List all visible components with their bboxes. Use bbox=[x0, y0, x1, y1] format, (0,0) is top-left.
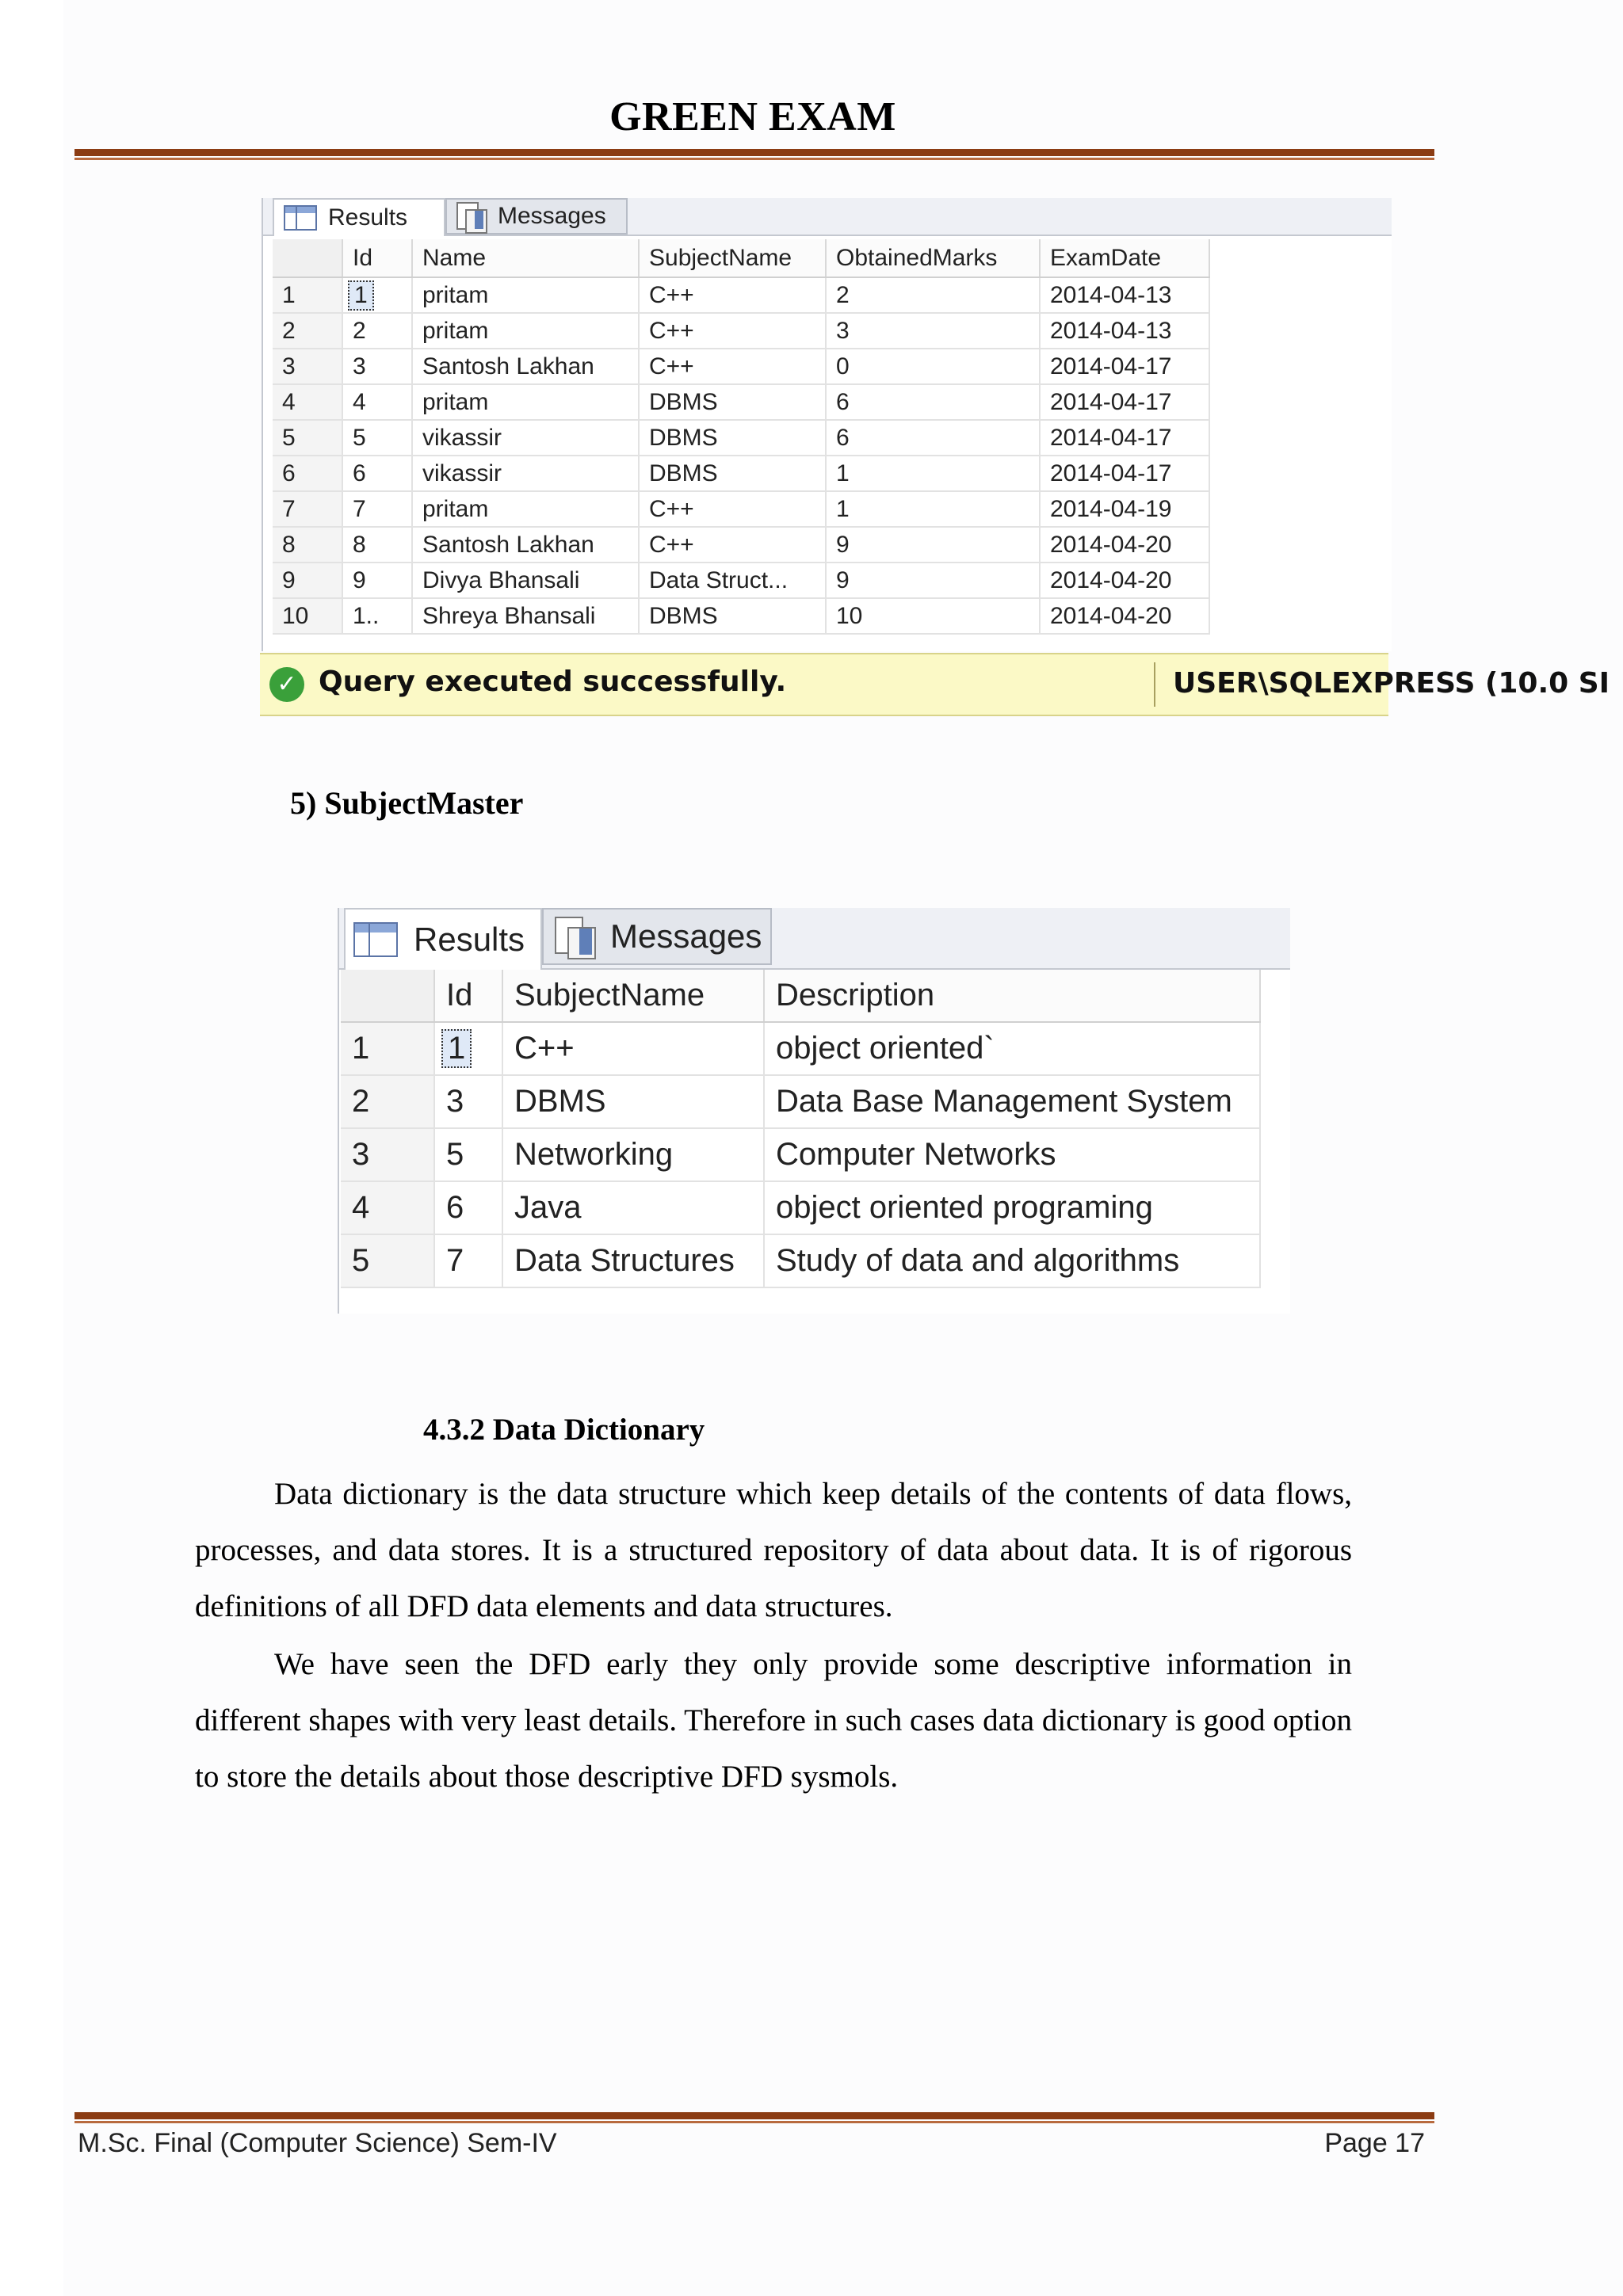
table-cell bbox=[412, 313, 639, 349]
table-cell bbox=[434, 1022, 502, 1075]
tab-results[interactable]: Results bbox=[273, 198, 445, 236]
cell-text: DBMS bbox=[649, 424, 718, 451]
table-cell bbox=[639, 349, 826, 384]
row-number[interactable] bbox=[273, 491, 342, 527]
select-all-corner[interactable] bbox=[341, 970, 434, 1022]
cell-text: 3 bbox=[446, 1084, 464, 1119]
table-cell bbox=[826, 277, 1040, 313]
cell-text: 4 bbox=[353, 388, 366, 415]
table-cell bbox=[639, 384, 826, 420]
cell-text: 8 bbox=[353, 531, 366, 558]
table-cell bbox=[412, 598, 639, 634]
cell-text: 2014-04-20 bbox=[1050, 531, 1172, 558]
query-status-bar bbox=[260, 653, 1610, 716]
table-cell bbox=[434, 1075, 502, 1128]
tab-messages[interactable]: Messages bbox=[445, 198, 628, 235]
table-cell bbox=[434, 1128, 502, 1181]
cell-text: Shreya Bhansali bbox=[422, 602, 596, 629]
row-number[interactable] bbox=[273, 527, 342, 563]
row-number[interactable] bbox=[341, 1022, 434, 1075]
cell-text: 1 bbox=[348, 280, 374, 311]
result-tabs bbox=[339, 908, 1290, 970]
table-cell bbox=[342, 277, 412, 313]
cell-text: 1 bbox=[836, 495, 850, 522]
grid-icon bbox=[284, 205, 317, 231]
table-cell bbox=[412, 384, 639, 420]
table-cell bbox=[1040, 349, 1209, 384]
table-cell bbox=[412, 349, 639, 384]
row-number-text: 1 bbox=[282, 281, 296, 308]
table-cell bbox=[502, 1128, 764, 1181]
table-cell bbox=[342, 456, 412, 491]
grid-icon bbox=[353, 922, 398, 957]
table-cell bbox=[639, 491, 826, 527]
row-number[interactable] bbox=[273, 313, 342, 349]
column-header[interactable]: ObtainedMarks bbox=[826, 239, 1040, 277]
cell-text: Divya Bhansali bbox=[422, 566, 580, 593]
cell-text: 9 bbox=[353, 566, 366, 593]
table-cell bbox=[1040, 563, 1209, 598]
footer-page-number: Page 17 bbox=[1324, 2128, 1425, 2158]
status-divider bbox=[1154, 662, 1155, 707]
table-cell bbox=[639, 277, 826, 313]
row-number[interactable] bbox=[273, 420, 342, 456]
cell-text: Study of data and algorithms bbox=[776, 1243, 1180, 1278]
cell-text: Java bbox=[514, 1190, 582, 1225]
row-number-text: 10 bbox=[282, 602, 309, 629]
table-cell bbox=[342, 384, 412, 420]
header-row bbox=[341, 970, 1260, 1022]
table-cell bbox=[639, 598, 826, 634]
cell-text: 0 bbox=[836, 353, 850, 379]
table-row[interactable] bbox=[273, 456, 1209, 491]
row-number-text: 2 bbox=[282, 317, 296, 344]
section-heading-data-dictionary: 4.3.2 Data Dictionary bbox=[423, 1413, 705, 1447]
row-number-text: 1 bbox=[352, 1031, 370, 1066]
cell-text: Data Struct... bbox=[649, 566, 789, 593]
cell-text: pritam bbox=[422, 281, 489, 308]
tab-messages[interactable]: Messages bbox=[542, 908, 772, 965]
table-cell bbox=[412, 563, 639, 598]
cell-text: DBMS bbox=[514, 1084, 606, 1119]
cell-text: C++ bbox=[514, 1031, 575, 1066]
table-cell bbox=[1040, 384, 1209, 420]
row-number[interactable] bbox=[273, 349, 342, 384]
table-cell bbox=[412, 456, 639, 491]
table-cell bbox=[826, 456, 1040, 491]
cell-text: 2014-04-17 bbox=[1050, 353, 1172, 379]
table-cell bbox=[639, 313, 826, 349]
cell-text: Santosh Lakhan bbox=[422, 531, 594, 558]
row-number-text: 4 bbox=[282, 388, 296, 415]
table-cell bbox=[1040, 456, 1209, 491]
table-cell bbox=[1040, 598, 1209, 634]
table-cell bbox=[342, 491, 412, 527]
footer-rule bbox=[74, 2112, 1434, 2123]
exam-results-table bbox=[273, 239, 1210, 635]
table-row[interactable] bbox=[273, 313, 1209, 349]
table-row[interactable] bbox=[273, 563, 1209, 598]
cell-text: 2014-04-13 bbox=[1050, 281, 1172, 308]
row-number-text: 5 bbox=[282, 424, 296, 451]
cell-text: object oriented` bbox=[776, 1031, 995, 1066]
row-number-text: 7 bbox=[282, 495, 296, 522]
cell-text: 1 bbox=[836, 460, 850, 486]
result-tabs bbox=[263, 198, 1392, 236]
row-number-text: 2 bbox=[352, 1084, 370, 1119]
row-number[interactable] bbox=[273, 563, 342, 598]
table-row[interactable] bbox=[273, 598, 1209, 634]
cell-text: C++ bbox=[649, 495, 694, 522]
row-number-text: 3 bbox=[352, 1137, 370, 1172]
table-row[interactable] bbox=[341, 1075, 1260, 1128]
column-header[interactable]: Description bbox=[764, 970, 1260, 1022]
cell-text: object oriented programing bbox=[776, 1190, 1153, 1225]
cell-text: Networking bbox=[514, 1137, 674, 1172]
cell-text: 3 bbox=[836, 317, 850, 344]
cell-text: vikassir bbox=[422, 424, 502, 451]
cell-text: C++ bbox=[649, 353, 694, 379]
table-cell bbox=[764, 1075, 1260, 1128]
table-cell bbox=[826, 384, 1040, 420]
cell-text: C++ bbox=[649, 281, 694, 308]
cell-text: 3 bbox=[353, 353, 366, 379]
cell-text: 2 bbox=[836, 281, 850, 308]
header-row bbox=[273, 239, 1209, 277]
cell-text: 1.. bbox=[353, 602, 380, 629]
table-cell bbox=[502, 1181, 764, 1234]
cell-text: DBMS bbox=[649, 602, 718, 629]
table-cell bbox=[502, 1075, 764, 1128]
row-number-text: 9 bbox=[282, 566, 296, 593]
column-header[interactable]: SubjectName bbox=[502, 970, 764, 1022]
table-cell bbox=[412, 527, 639, 563]
row-number-text: 3 bbox=[282, 353, 296, 379]
table-cell bbox=[342, 313, 412, 349]
row-number[interactable] bbox=[341, 1075, 434, 1128]
cell-text: 5 bbox=[446, 1137, 464, 1172]
row-number-text: 5 bbox=[352, 1243, 370, 1278]
table-cell bbox=[639, 420, 826, 456]
subjectmaster-grid bbox=[338, 908, 1290, 1314]
table-cell bbox=[826, 420, 1040, 456]
table-cell bbox=[1040, 420, 1209, 456]
cell-text: DBMS bbox=[649, 388, 718, 415]
cell-text: DBMS bbox=[649, 460, 718, 486]
table-cell bbox=[434, 1234, 502, 1287]
cell-text: 6 bbox=[446, 1190, 464, 1225]
server-name: USER\SQLEXPRESS (10.0 SI bbox=[1173, 667, 1610, 700]
column-header[interactable]: Id bbox=[342, 239, 412, 277]
cell-text: Data Structures bbox=[514, 1243, 735, 1278]
cell-text: 2014-04-17 bbox=[1050, 388, 1172, 415]
table-cell bbox=[826, 527, 1040, 563]
column-header[interactable]: Id bbox=[434, 970, 502, 1022]
cell-text: 2014-04-17 bbox=[1050, 460, 1172, 486]
cell-text: 2014-04-20 bbox=[1050, 566, 1172, 593]
row-number[interactable] bbox=[341, 1234, 434, 1287]
table-cell bbox=[1040, 527, 1209, 563]
messages-icon bbox=[456, 202, 487, 231]
table-row[interactable] bbox=[341, 1022, 1260, 1075]
row-number-text: 6 bbox=[282, 460, 296, 486]
row-number[interactable] bbox=[273, 384, 342, 420]
cell-text: 9 bbox=[836, 531, 850, 558]
paragraph: We have seen the DFD early they only provide some descriptive information in different shapes with very least details. Therefore in such cases data dictionary is good option to store the details about those descriptive DFD sysmols. bbox=[195, 1647, 1352, 1794]
table-row[interactable] bbox=[341, 1234, 1260, 1287]
table-cell bbox=[412, 277, 639, 313]
section-heading-subjectmaster: 5) SubjectMaster bbox=[290, 785, 524, 821]
table-cell bbox=[826, 313, 1040, 349]
table-cell bbox=[1040, 491, 1209, 527]
cell-text: 6 bbox=[836, 424, 850, 451]
row-number-text: 4 bbox=[352, 1190, 370, 1225]
row-number[interactable] bbox=[273, 277, 342, 313]
cell-text: 2 bbox=[353, 317, 366, 344]
row-number-text: 8 bbox=[282, 531, 296, 558]
subjectmaster-table bbox=[341, 970, 1261, 1288]
table-cell bbox=[826, 598, 1040, 634]
column-header[interactable]: SubjectName bbox=[639, 239, 826, 277]
exam-results-grid bbox=[262, 198, 1392, 651]
success-check-icon: ✓ bbox=[269, 667, 304, 702]
cell-text: C++ bbox=[649, 317, 694, 344]
cell-text: 7 bbox=[353, 495, 366, 522]
table-cell bbox=[764, 1234, 1260, 1287]
cell-text: 9 bbox=[836, 566, 850, 593]
table-row[interactable] bbox=[273, 527, 1209, 563]
row-number[interactable] bbox=[341, 1128, 434, 1181]
cell-text: pritam bbox=[422, 495, 489, 522]
cell-text: pritam bbox=[422, 388, 489, 415]
table-cell bbox=[764, 1181, 1260, 1234]
cell-text: Santosh Lakhan bbox=[422, 353, 594, 379]
paragraph: Data dictionary is the data structure which keep details of the contents of data flows, processes, and data stores. It is a structured repository of data about data. It is of rigorous definitions of all DFD data elements and data structures. bbox=[195, 1477, 1352, 1623]
footer-course: M.Sc. Final (Computer Science) Sem-IV bbox=[78, 2128, 557, 2158]
table-cell bbox=[502, 1022, 764, 1075]
cell-text: vikassir bbox=[422, 460, 502, 486]
cell-text: 2014-04-13 bbox=[1050, 317, 1172, 344]
table-cell bbox=[764, 1022, 1260, 1075]
column-header[interactable]: Name bbox=[412, 239, 639, 277]
table-cell bbox=[342, 598, 412, 634]
table-cell bbox=[342, 527, 412, 563]
table-cell bbox=[342, 563, 412, 598]
table-row[interactable] bbox=[273, 277, 1209, 313]
tab-results[interactable]: Results bbox=[344, 908, 542, 970]
table-cell bbox=[639, 563, 826, 598]
table-row[interactable] bbox=[273, 384, 1209, 420]
table-cell bbox=[434, 1181, 502, 1234]
table-row[interactable] bbox=[341, 1128, 1260, 1181]
cell-text: 1 bbox=[441, 1029, 472, 1068]
page-title: GREEN EXAM bbox=[609, 94, 896, 139]
status-message: Query executed successfully. bbox=[319, 666, 787, 698]
cell-text: 5 bbox=[353, 424, 366, 451]
row-number[interactable] bbox=[273, 598, 342, 634]
column-header[interactable]: ExamDate bbox=[1040, 239, 1209, 277]
table-cell bbox=[639, 527, 826, 563]
table-row[interactable] bbox=[273, 420, 1209, 456]
cell-text: 2014-04-19 bbox=[1050, 495, 1172, 522]
cell-text: 6 bbox=[353, 460, 366, 486]
cell-text: 2014-04-20 bbox=[1050, 602, 1172, 629]
cell-text: 7 bbox=[446, 1243, 464, 1278]
table-cell bbox=[1040, 313, 1209, 349]
table-cell bbox=[342, 420, 412, 456]
table-cell bbox=[639, 456, 826, 491]
table-cell bbox=[826, 563, 1040, 598]
cell-text: 10 bbox=[836, 602, 863, 629]
table-row[interactable] bbox=[341, 1181, 1260, 1234]
table-row[interactable] bbox=[273, 349, 1209, 384]
cell-text: 6 bbox=[836, 388, 850, 415]
select-all-corner[interactable] bbox=[273, 239, 342, 277]
table-cell bbox=[412, 491, 639, 527]
table-cell bbox=[412, 420, 639, 456]
table-cell bbox=[342, 349, 412, 384]
cell-text: Computer Networks bbox=[776, 1137, 1056, 1172]
messages-icon bbox=[555, 917, 596, 956]
table-cell bbox=[764, 1128, 1260, 1181]
cell-text: pritam bbox=[422, 317, 489, 344]
table-row[interactable] bbox=[273, 491, 1209, 527]
table-cell bbox=[502, 1234, 764, 1287]
row-number[interactable] bbox=[273, 456, 342, 491]
table-cell bbox=[826, 349, 1040, 384]
table-cell bbox=[826, 491, 1040, 527]
cell-text: 2014-04-17 bbox=[1050, 424, 1172, 451]
row-number[interactable] bbox=[341, 1181, 434, 1234]
table-cell bbox=[1040, 277, 1209, 313]
cell-text: C++ bbox=[649, 531, 694, 558]
cell-text: Data Base Management System bbox=[776, 1084, 1232, 1119]
header-rule bbox=[74, 149, 1434, 160]
